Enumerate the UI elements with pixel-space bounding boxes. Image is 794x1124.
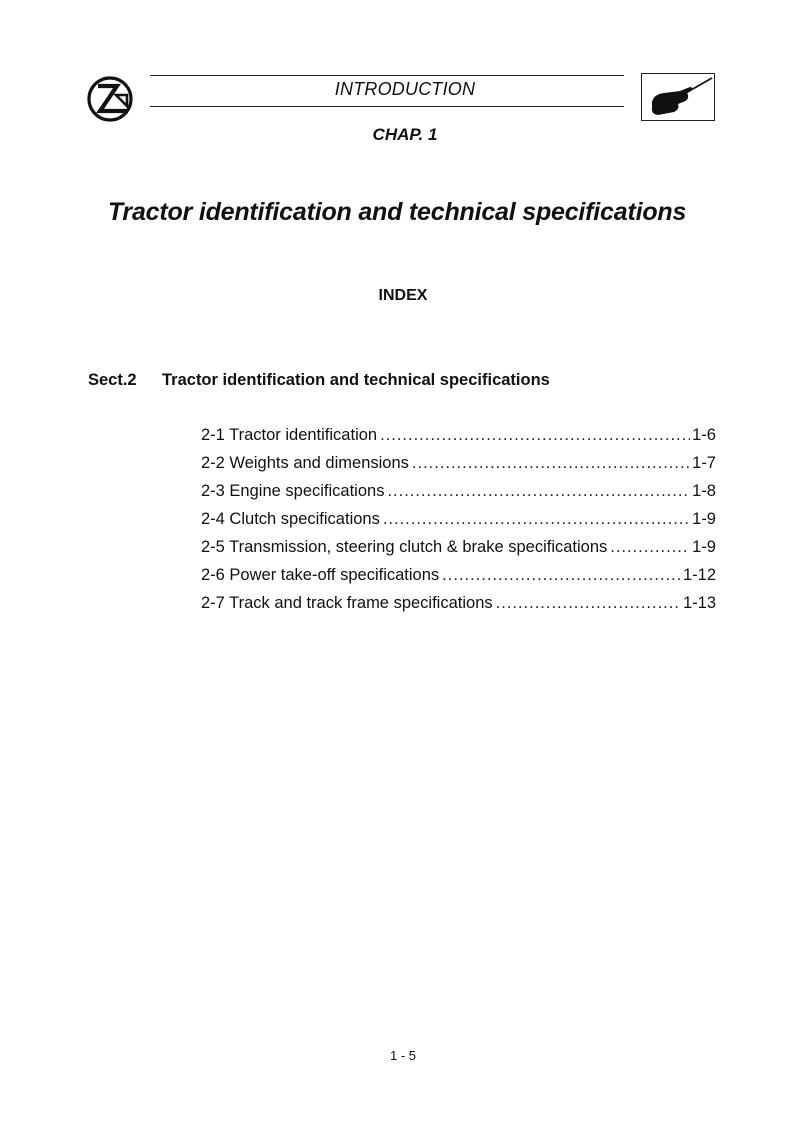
header-rule-top [150, 75, 624, 76]
header-title: INTRODUCTION [334, 79, 476, 99]
toc-entry-label: 2-6 Power take-off specifications [201, 566, 440, 584]
toc-entry-2-3[interactable] [201, 482, 716, 510]
toc-leader-dots [387, 482, 690, 501]
toc-entry-label: 2-5 Transmission, steering clutch & brake specifications [201, 538, 608, 556]
note-box [641, 73, 715, 121]
toc-entry-page: 1-7 [692, 454, 716, 472]
toc-entry-2-7[interactable] [201, 594, 716, 622]
toc-entry-label: 2-2 Weights and dimensions [201, 454, 409, 472]
index-heading: INDEX [378, 287, 428, 304]
page-title: Tractor identification and technical specifications [107, 198, 687, 226]
toc-entry-2-1[interactable] [201, 426, 716, 454]
toc-entry-2-5[interactable] [201, 538, 716, 566]
toc-entry-page: 1-13 [682, 594, 716, 612]
section-title: Tractor identification and technical specifications [162, 371, 550, 389]
pointing-hand-icon [642, 74, 714, 120]
page-number: 1 - 5 [389, 1048, 416, 1063]
chapter-label: CHAP. 1 [372, 125, 438, 144]
toc-entry-2-2[interactable] [201, 454, 716, 482]
toc-leader-dots [383, 510, 690, 529]
toc-leader-dots [380, 426, 690, 445]
toc-entry-2-6[interactable] [201, 566, 716, 594]
toc-entry-page: 1-9 [692, 510, 716, 528]
toc-leader-dots [610, 538, 690, 557]
toc-entry-page: 1-6 [692, 426, 716, 444]
brand-logo-icon [86, 74, 136, 124]
toc-entry-page: 1-8 [692, 482, 716, 500]
toc-entry-label: 2-4 Clutch specifications [201, 510, 380, 528]
toc-entry-2-4[interactable] [201, 510, 716, 538]
toc-entry-page: 1-9 [692, 538, 716, 556]
toc-entry-page: 1-12 [682, 566, 716, 584]
toc-leader-dots [412, 454, 690, 473]
toc-entry-label: 2-7 Track and track frame specifications [201, 594, 493, 612]
table-of-contents [201, 426, 716, 622]
toc-leader-dots [496, 594, 681, 613]
section-number: Sect.2 [88, 371, 137, 389]
header-rule-bottom [150, 106, 624, 107]
toc-entry-label: 2-3 Engine specifications [201, 482, 385, 500]
toc-entry-label: 2-1 Tractor identification [201, 426, 378, 444]
toc-leader-dots [442, 566, 681, 585]
